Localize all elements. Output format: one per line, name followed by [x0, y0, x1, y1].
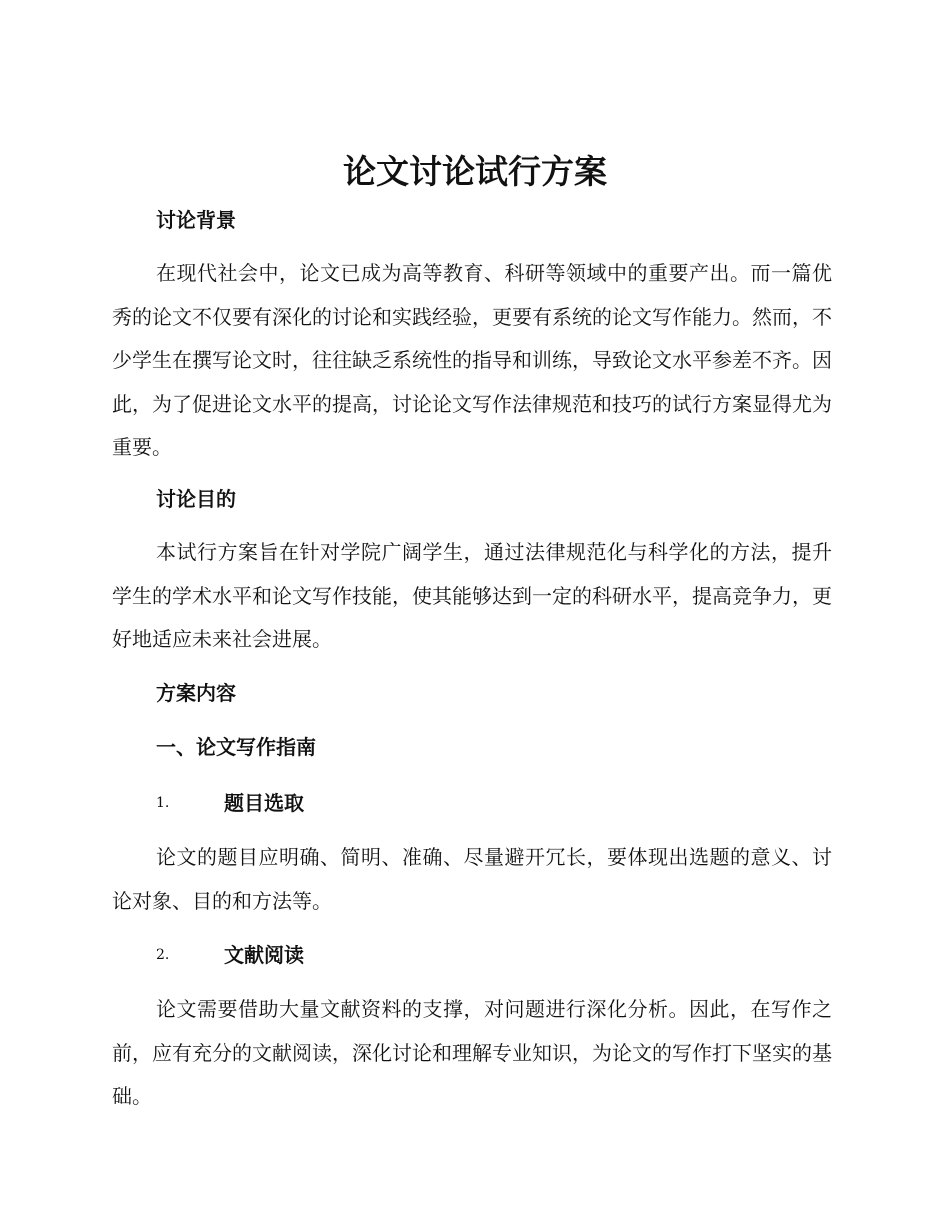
item-title: 文献阅读 [224, 943, 304, 967]
background-paragraph: 在现代社会中，论文已成为高等教育、科研等领域中的重要产出。而一篇优秀的论文不仅要有深化的讨论和实践经验，更要有系统的论文写作能力。然而，不少学生在撰写论文时，往往缺乏系统性的指导和训练，导致论文水平参差不齐。因此，为了促进论文水平的提高，讨论论文写作法律规范和技巧的试行方案显得尤为重要。 [112, 261, 832, 459]
literature-reading-paragraph: 论文需要借助大量文献资料的支撑，对问题进行深化分析。因此，在写作之前，应有充分的文献阅读，深化讨论和理解专业知识，为论文的写作打下坚实的基础。 [112, 997, 832, 1108]
topic-selection-paragraph: 论文的题目应明确、简明、准确、尽量避开冗长，要体现出选题的意义、讨论对象、目的和方法等。 [112, 845, 832, 913]
section-heading-background: 讨论背景 [156, 208, 236, 232]
document-title: 论文讨论试行方案 [343, 152, 607, 191]
purpose-paragraph: 本试行方案旨在针对学院广阔学生，通过法律规范化与科学化的方法，提升学生的学术水平和论文写作技能，使其能够达到一定的科研水平，提高竞争力，更好地适应未来社会进展。 [112, 540, 832, 651]
subheading-writing-guide: 一、论文写作指南 [156, 735, 316, 759]
item-number: 1. [156, 795, 170, 811]
item-title: 题目选取 [224, 791, 304, 815]
section-heading-purpose: 讨论目的 [156, 487, 236, 511]
item-number: 2. [156, 947, 170, 963]
section-heading-content: 方案内容 [156, 681, 236, 705]
